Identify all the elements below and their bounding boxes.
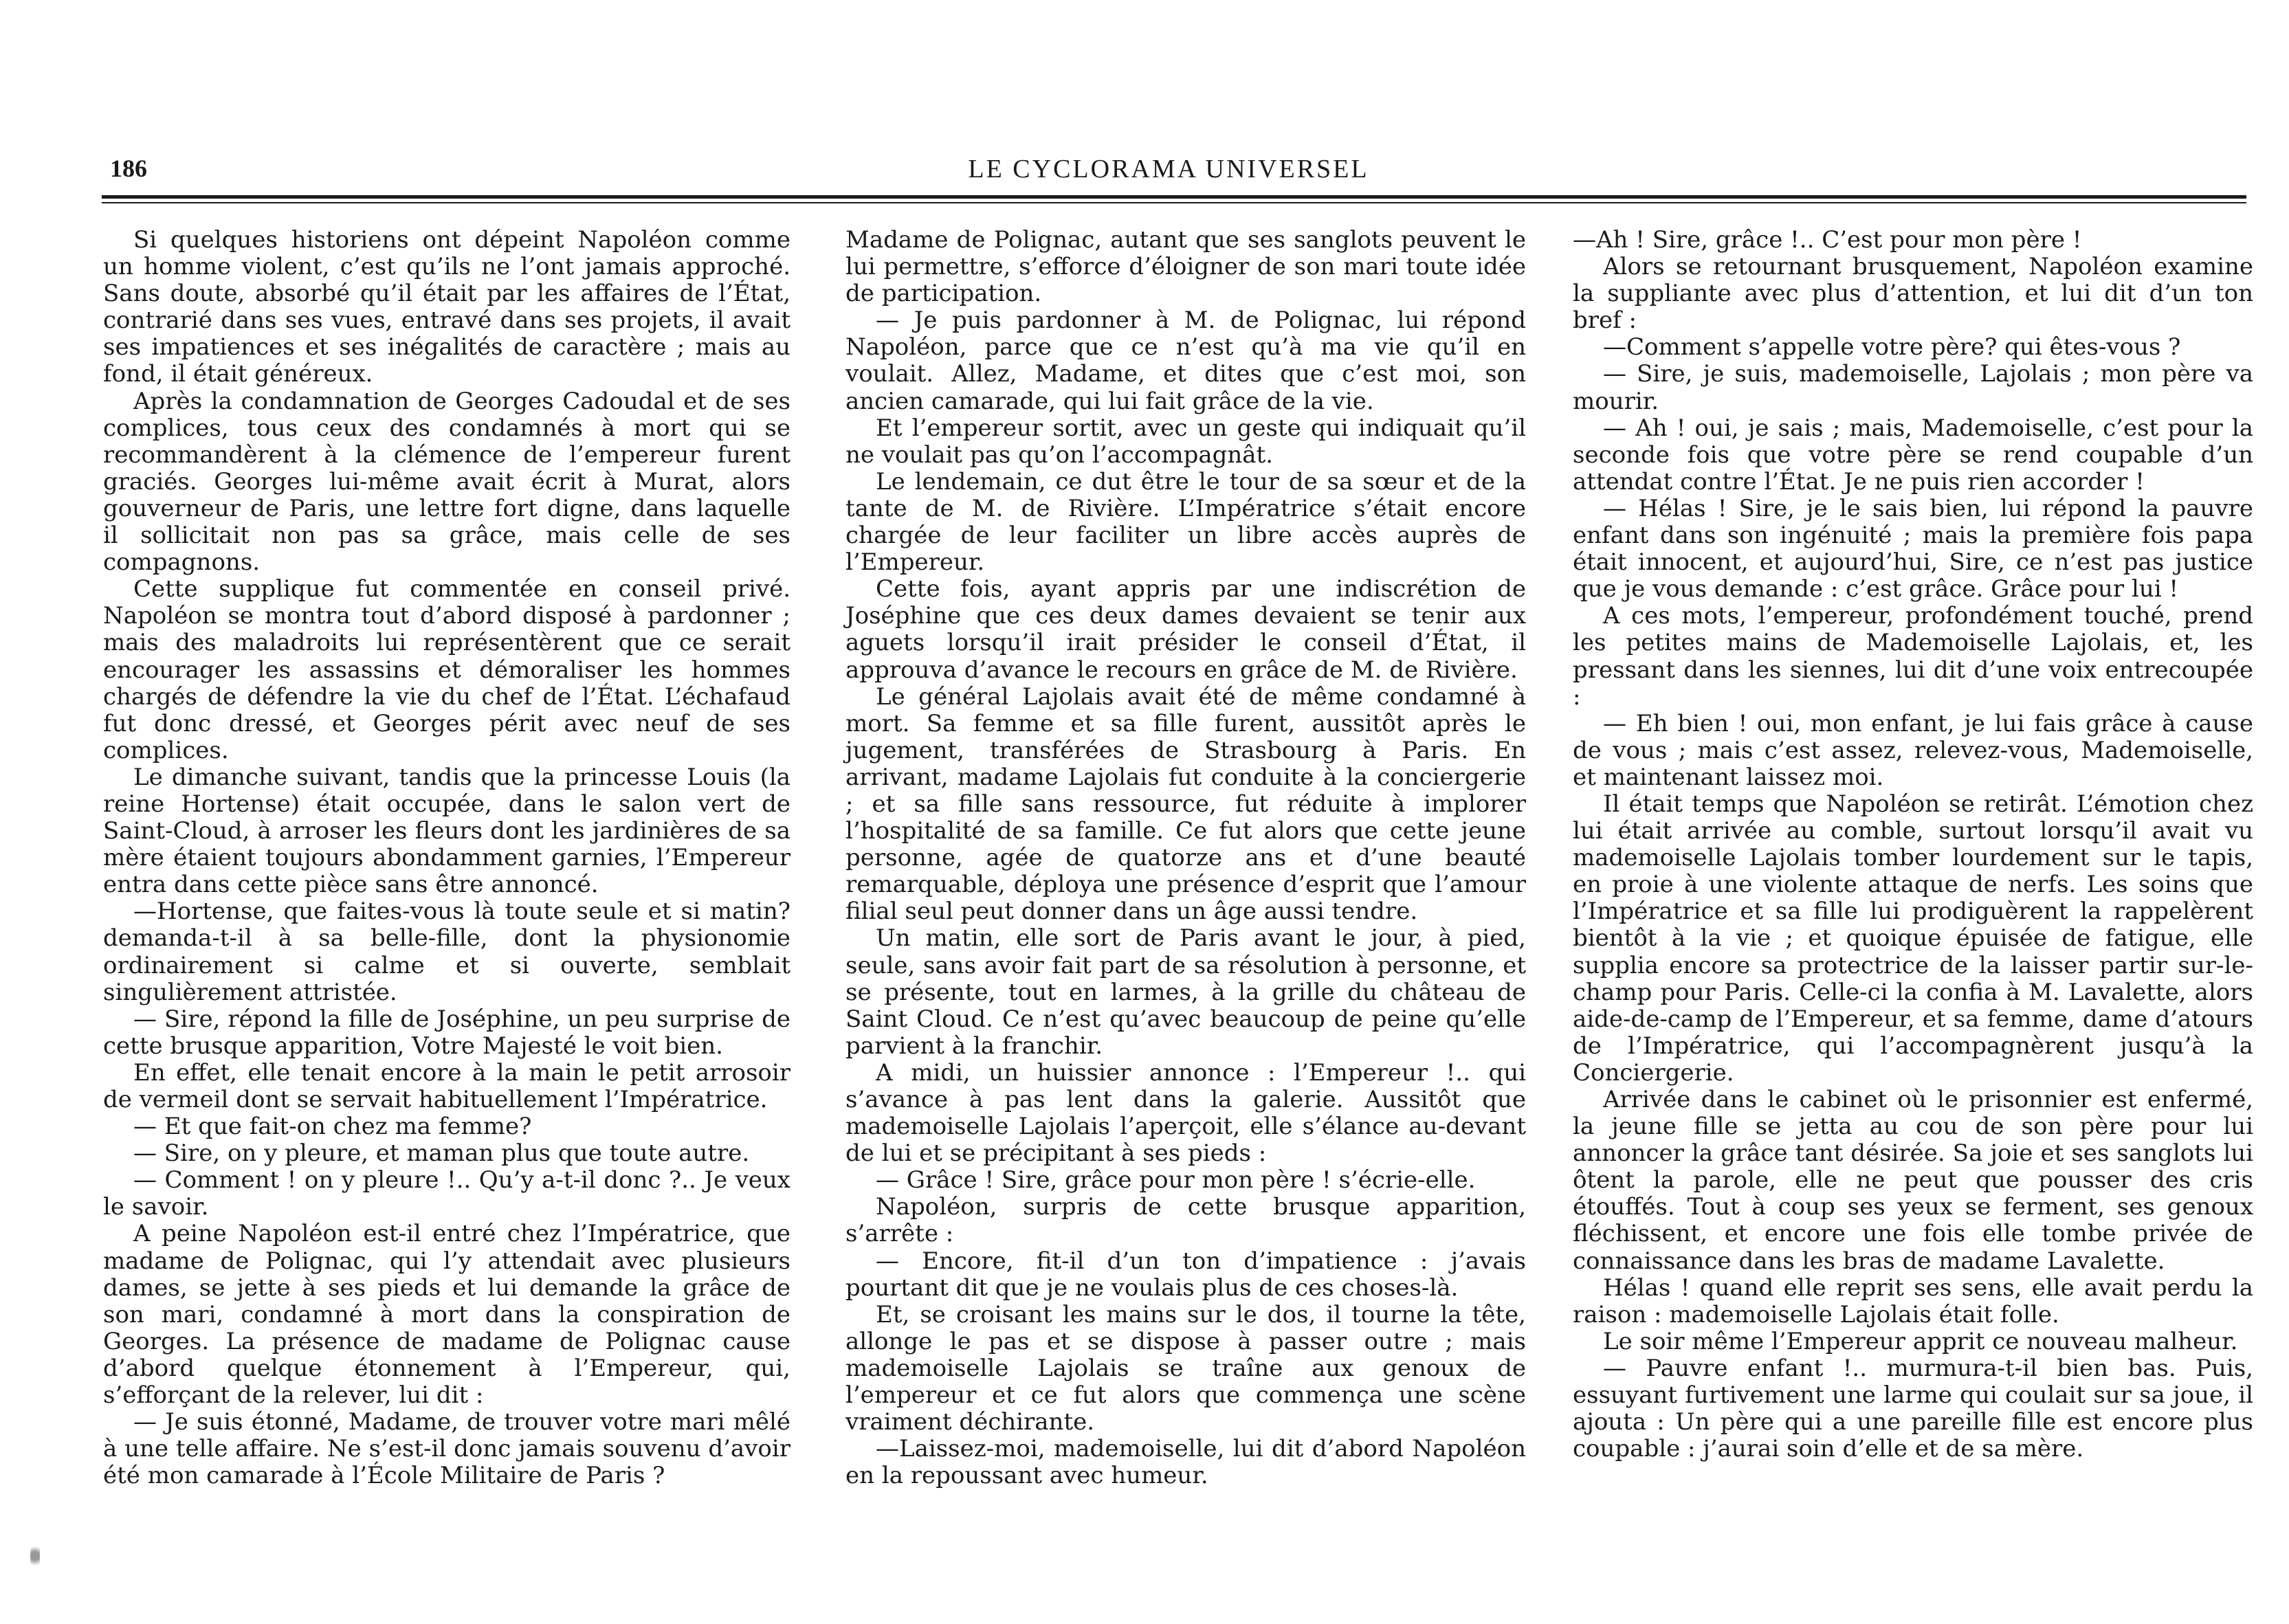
paragraph: Après la condamnation de Georges Cadoudal et de ses complices, tous ceux des condamnés à mort qui se recommandèrent à la clémence de l’empereur furent graciés. Georges lui-même avait écrit à Murat, alors gouverneur de Paris, une lettre fort digne, dans laquelle il sollicitait non pas sa grâce, mais celle de ses compagnons.: [103, 387, 790, 577]
paragraph: — Comment ! on y pleure !.. Qu’y a-t-il donc ?.. Je veux le savoir.: [103, 1166, 790, 1221]
header-rule-thick: [102, 195, 2246, 199]
paragraph: Il était temps que Napoléon se retirât. L’émotion chez lui était arrivée au comble, surtout lorsqu’il avait vu mademoiselle Lajolais tomber lourdement sur le tapis, en proie à une violente attaque de nerfs. Les soins que l’Impératrice et sa fille lui prodiguèrent la rappelèrent bientôt à la vie ; et quoique épuisée de fatigue, elle supplia encore sa protectrice de la laisser partir sur-le-champ pour Paris. Celle-ci la confia à M. Lavalette, alors aide-de-camp de l’Empereur, et sa femme, dame d’atours de l’Impératrice, qui l’accompagnèrent jusqu’à la Conciergerie.: [1573, 790, 2253, 1087]
paragraph: Le lendemain, ce dut être le tour de sa sœur et de la tante de M. de Rivière. L’Impératrice s’était encore chargée de leur faciliter un libre accès auprès de l’Empereur.: [845, 467, 1526, 577]
paragraph: Et l’empereur sortit, avec un geste qui indiquait qu’il ne voulait pas qu’on l’accompagnât.: [845, 414, 1526, 469]
paragraph: —Hortense, que faites-vous là toute seule et si matin? demanda-t-il à sa belle-fille, dont la physionomie ordinairement si calme et si ouverte, semblait singulièrement attristée.: [103, 898, 790, 1006]
paragraph: —Ah ! Sire, grâce !.. C’est pour mon père !: [1573, 226, 2082, 254]
paragraph: Madame de Polignac, autant que ses sanglots peuvent le lui permettre, s’efforce d’éloigner de son mari toute idée de participation.: [845, 226, 1526, 308]
paragraph: A peine Napoléon est-il entré chez l’Impératrice, que madame de Polignac, qui l’y attendait avec plusieurs dames, se jette à ses pieds et lui demande la grâce de son mari, condamné à mort dans la conspiration de Georges. La présence de madame de Polignac cause d’abord quelque étonnement à l’Empereur, qui, s’efforçant de la relever, lui dit :: [103, 1220, 790, 1410]
text-column-3: [1573, 227, 2253, 1462]
page-number: 186: [110, 155, 147, 182]
paragraph: Cette fois, ayant appris par une indiscrétion de Joséphine que ces deux dames devaient se tenir aux aguets lorsqu’il irait présider le conseil d’État, il approuva d’avance le recours en grâce de M. de Rivière.: [845, 575, 1526, 684]
paragraph: — Ah ! oui, je sais ; mais, Mademoiselle, c’est pour la seconde fois que votre père se rend coupable d’un attendat contre l’État. Je ne puis rien accorder !: [1573, 414, 2253, 496]
paragraph: —Comment s’appelle votre père? qui êtes-vous ?: [1603, 333, 2181, 361]
paragraph: Hélas ! quand elle reprit ses sens, elle avait perdu la raison : mademoiselle Lajolais était folle.: [1573, 1273, 2253, 1328]
paragraph: — Je puis pardonner à M. de Polignac, lui répond Napoléon, parce que ce n’est qu’à ma vie qu’il en voulait. Allez, Madame, et dites que c’est moi, son ancien camarade, qui lui fait grâce de la vie.: [845, 307, 1526, 415]
paragraph: A ces mots, l’empereur, profondément touché, prend les petites mains de Mademoiselle Lajolais, et, les pressant dans les siennes, lui dit d’une voix entrecoupée :: [1573, 602, 2253, 711]
header-rule-thin: [102, 202, 2246, 203]
ink-blot: [30, 1543, 40, 1569]
paragraph: —Laissez-moi, mademoiselle, lui dit d’abord Napoléon en la repoussant avec humeur.: [845, 1435, 1526, 1490]
paragraph: Cette supplique fut commentée en conseil privé. Napoléon se montra tout d’abord disposé à pardonner ; mais des maladroits lui représentèrent que ce serait encourager les assassins et démoraliser les hommes chargés de défendre la vie du chef de l’État. L’échafaud fut donc dressé, et Georges périt avec neuf de ses complices.: [103, 575, 790, 764]
paragraph: — Pauvre enfant !.. murmura-t-il bien bas. Puis, essuyant furtivement une larme qui coulait sur sa joue, il ajouta : Un père qui a une pareille fille est encore plus coupable : j’aurai soin d’elle et de sa mère.: [1573, 1354, 2253, 1463]
paragraph: Napoléon, surpris de cette brusque apparition, s’arrête :: [845, 1193, 1526, 1248]
paragraph: Arrivée dans le cabinet où le prisonnier est enfermé, la jeune fille se jetta au cou de son père pour lui annoncer la grâce tant désirée. Sa joie et ses sanglots lui ôtent la parole, elle ne peut que pousser des cris étouffés. Tout à coup ses yeux se ferment, ses genoux fléchissent, et encore une fois elle tombe privée de connaissance dans les bras de madame Lavalette.: [1573, 1086, 2253, 1275]
paragraph: Si quelques historiens ont dépeint Napoléon comme un homme violent, c’est qu’ils ne l’ont jamais approché. Sans doute, absorbé qu’il était par les affaires de l’État, contrarié dans ses vues, entravé dans ses projets, il avait ses impatiences et ses inégalités de caractère ; mais au fond, il était généreux.: [103, 226, 790, 388]
paragraph: En effet, elle tenait encore à la main le petit arrosoir de vermeil dont se servait habituellement l’Impératrice.: [103, 1058, 790, 1113]
paragraph: Alors se retournant brusquement, Napoléon examine la suppliante avec plus d’attention, et lui dit d’un ton bref :: [1573, 253, 2253, 335]
paragraph: — Grâce ! Sire, grâce pour mon père ! s’écrie-elle.: [876, 1166, 1476, 1194]
paragraph: Le dimanche suivant, tandis que la princesse Louis (la reine Hortense) était occupée, dans le salon vert de Saint-Cloud, à arroser les fleurs dont les jardinières de sa mère étaient toujours abondamment garnies, l’Empereur entra dans cette pièce sans être annoncé.: [103, 763, 790, 899]
paragraph: A midi, un huissier annonce : l’Empereur !.. qui s’avance à pas lent dans la galerie. Aussitôt que mademoiselle Lajolais l’aperçoit, elle s’élance au-devant de lui et se précipitant à ses pieds :: [845, 1058, 1526, 1168]
text-column-2: [845, 227, 1526, 1489]
paragraph: — Sire, on y pleure, et maman plus que toute autre.: [133, 1139, 750, 1168]
paragraph: — Je suis étonné, Madame, de trouver votre mari mêlé à une telle affaire. Ne s’est-il donc jamais souvenu d’avoir été mon camarade à l’École Militaire de Paris ?: [103, 1408, 790, 1490]
paragraph: Et, se croisant les mains sur le dos, il tourne la tête, allonge le pas et se dispose à passer outre ; mais mademoiselle Lajolais se traîne aux genoux de l’empereur et ce fut alors que commença une scène vraiment déchirante.: [845, 1300, 1526, 1436]
paragraph: Le général Lajolais avait été de même condamné à mort. Sa femme et sa fille furent, aussitôt après le jugement, transférées de Strasbourg à Paris. En arrivant, madame Lajolais fut conduite à la conciergerie ; et sa fille sans ressource, fut réduite à implorer l’hospitalité de sa famille. Ce fut alors que cette jeune personne, agée de quatorze ans et d’une beauté remarquable, déploya une présence d’esprit que l’amour filial seul peut donner dans un âge aussi tendre.: [845, 682, 1526, 926]
paragraph: — Eh bien ! oui, mon enfant, je lui fais grâce à cause de vous ; mais c’est assez, relevez-vous, Mademoiselle, et maintenant laissez moi.: [1573, 709, 2253, 791]
paragraph: — Hélas ! Sire, je le sais bien, lui répond la pauvre enfant dans son ingénuité ; mais la première fois papa était innocent, et aujourd’hui, Sire, ce n’est pas justice que je vous demande : c’est grâce. Grâce pour lui !: [1573, 494, 2253, 603]
paragraph: — Encore, fit-il d’un ton d’impatience : j’avais pourtant dit que je ne voulais plus de ces choses-là.: [845, 1247, 1526, 1302]
paragraph: Un matin, elle sort de Paris avant le jour, à pied, seule, sans avoir fait part de sa résolution à personne, et se présente, tout en larmes, à la grille du château de Saint Cloud. Ce n’est qu’avec beaucoup de peine qu’elle parvient à la franchir.: [845, 924, 1526, 1060]
paragraph: — Sire, répond la fille de Joséphine, un peu surprise de cette brusque apparition, Votre Majesté le voit bien.: [103, 1005, 790, 1060]
text-column-1: [103, 227, 790, 1489]
paragraph: — Et que fait-on chez ma femme?: [133, 1113, 532, 1141]
paragraph: — Sire, je suis, mademoiselle, Lajolais ; mon père va mourir.: [1573, 360, 2253, 415]
running-head: LE CYCLORAMA UNIVERSEL: [968, 155, 1369, 183]
paragraph: Le soir même l’Empereur apprit ce nouveau malheur.: [1603, 1327, 2238, 1355]
